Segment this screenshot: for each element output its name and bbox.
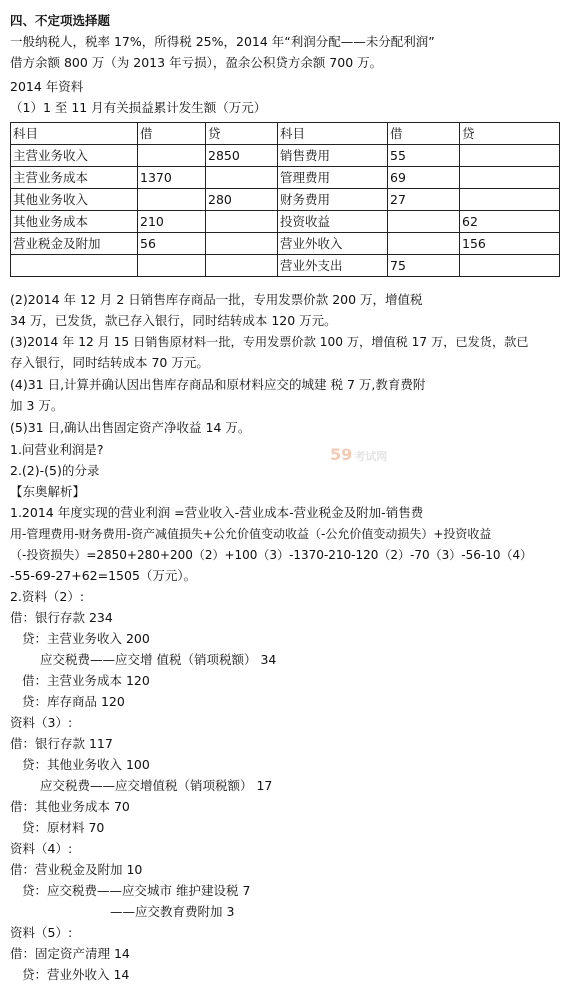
journal-entry: 借：固定资产清理 14 <box>10 946 130 961</box>
intro-line: 2014 年资料 <box>10 79 84 94</box>
table-header-cell: 科目 <box>11 123 138 145</box>
intro-line: 借方余额 800 万（为 2013 年亏损），盈余公积贷方余额 700 万。 <box>10 55 383 70</box>
analysis-line: 1.2014 年度实现的营业利润 =营业收入-营业成本-营业税金及附加-销售费 <box>10 505 424 520</box>
table-cell <box>388 211 460 233</box>
table-row <box>11 167 560 189</box>
table-row <box>11 211 560 233</box>
watermark-text: 59 <box>330 445 353 464</box>
table-cell: 62 <box>460 211 560 233</box>
analysis-heading: 【东奥解析】 <box>10 484 86 499</box>
analysis-line: 2.资料（2）: <box>10 589 85 604</box>
watermark-logo <box>330 445 387 467</box>
table-header-row <box>11 123 560 145</box>
table-cell <box>206 233 278 255</box>
material-line: 加 3 万。 <box>10 398 64 413</box>
table-row <box>11 189 560 211</box>
table-cell: 销售费用 <box>278 145 388 167</box>
table-header-cell: 借 <box>388 123 460 145</box>
analysis-line: （-投资损失）=2850+280+200（2）+100（3）-1370-210-120（2）-70（3）-56-10（4） <box>10 548 533 562</box>
journal-section: 资料（4）: <box>10 841 73 856</box>
table-cell <box>388 233 460 255</box>
table-row <box>11 145 560 167</box>
section-title: 四、不定项选择题 <box>10 13 111 28</box>
table-cell: 主营业务收入 <box>11 145 138 167</box>
table-cell <box>206 255 278 277</box>
table-cell <box>460 167 560 189</box>
question-line: 1.问营业利润是? <box>10 442 104 457</box>
table-cell: 69 <box>388 167 460 189</box>
table-cell: 其他业务收入 <box>11 189 138 211</box>
journal-entry: 贷：库存商品 120 <box>22 694 125 709</box>
table-header-cell: 借 <box>138 123 206 145</box>
material-line: (5)31 日,确认出售固定资产净收益 14 万。 <box>10 420 251 435</box>
table-cell: 营业外收入 <box>278 233 388 255</box>
table-cell: 210 <box>138 211 206 233</box>
journal-section: 资料（5）: <box>10 925 73 940</box>
table-cell: 管理费用 <box>278 167 388 189</box>
journal-entry: 贷：营业外收入 14 <box>22 967 130 982</box>
table-cell <box>11 255 138 277</box>
journal-entry: 贷：应交税费——应交城市 维护建设税 7 <box>22 883 251 898</box>
journal-entry: 应交税费——应交增值税（销项税额） 17 <box>40 778 273 793</box>
journal-entry: 借：银行存款 117 <box>10 736 113 751</box>
table-cell: 其他业务成本 <box>11 211 138 233</box>
table-header-cell: 贷 <box>206 123 278 145</box>
journal-entry: 贷：其他业务收入 100 <box>22 757 150 772</box>
table-cell: 27 <box>388 189 460 211</box>
journal-entry: 借：银行存款 234 <box>10 610 113 625</box>
journal-entry: ——应交教育费附加 3 <box>110 904 235 919</box>
question-line: 2.(2)-(5)的分录 <box>10 463 100 478</box>
table-cell: 投资收益 <box>278 211 388 233</box>
table-cell <box>460 145 560 167</box>
table-cell <box>138 255 206 277</box>
intro-line: （1）1 至 11 月有关损益累计发生额（万元） <box>10 100 267 115</box>
table-cell: 营业外支出 <box>278 255 388 277</box>
table-cell <box>206 211 278 233</box>
table-header-cell: 贷 <box>460 123 560 145</box>
table-cell: 156 <box>460 233 560 255</box>
table-cell: 1370 <box>138 167 206 189</box>
table-cell <box>206 167 278 189</box>
table-cell <box>138 189 206 211</box>
intro-line: 一般纳税人，税率 17%，所得税 25%，2014 年“利润分配——未分配利润” <box>10 34 435 49</box>
table-cell: 营业税金及附加 <box>11 233 138 255</box>
table-cell <box>460 189 560 211</box>
table-cell: 55 <box>388 145 460 167</box>
material-line: 存入银行，同时结转成本 70 万元。 <box>10 355 209 370</box>
table-cell: 财务费用 <box>278 189 388 211</box>
table-cell: 主营业务成本 <box>11 167 138 189</box>
material-line: (4)31 日,计算并确认因出售库存商品和原材料应交的城建 税 7 万,教育费附 <box>10 377 426 392</box>
analysis-line: -55-69-27+62=1505（万元）。 <box>10 568 197 583</box>
material-line: (2)2014 年 12 月 2 日销售库存商品一批，专用发票价款 200 万，增值税 <box>10 292 423 307</box>
material-line: 34 万，已发货，款已存入银行，同时结转成本 120 万元。 <box>10 313 337 328</box>
journal-section: 资料（3）: <box>10 715 73 730</box>
journal-entry: 贷：主营业务收入 200 <box>22 631 150 646</box>
table-cell <box>460 255 560 277</box>
table-cell: 56 <box>138 233 206 255</box>
watermark-sub: 考试网 <box>354 450 388 463</box>
journal-entry: 借：营业税金及附加 10 <box>10 862 143 877</box>
material-line: (3)2014 年 12 月 15 日销售原材料一批，专用发票价款 100 万，增值税 17 万，已发货，款已 <box>10 335 529 349</box>
table-header-cell: 科目 <box>278 123 388 145</box>
table-cell <box>138 145 206 167</box>
table-cell: 2850 <box>206 145 278 167</box>
table-row <box>11 233 560 255</box>
analysis-line: 用-管理费用-财务费用-资产减值损失+公允价值变动收益（-公允价值变动损失）+投资收益 <box>10 527 492 541</box>
journal-entry: 应交税费——应交增 值税（销项税额） 34 <box>40 652 277 667</box>
journal-entry: 借：其他业务成本 70 <box>10 799 130 814</box>
table-row <box>11 255 560 277</box>
table-cell: 280 <box>206 189 278 211</box>
table-cell: 75 <box>388 255 460 277</box>
profit-loss-table <box>10 122 560 277</box>
journal-entry: 借：主营业务成本 120 <box>22 673 150 688</box>
journal-entry: 贷：原材料 70 <box>22 820 105 835</box>
